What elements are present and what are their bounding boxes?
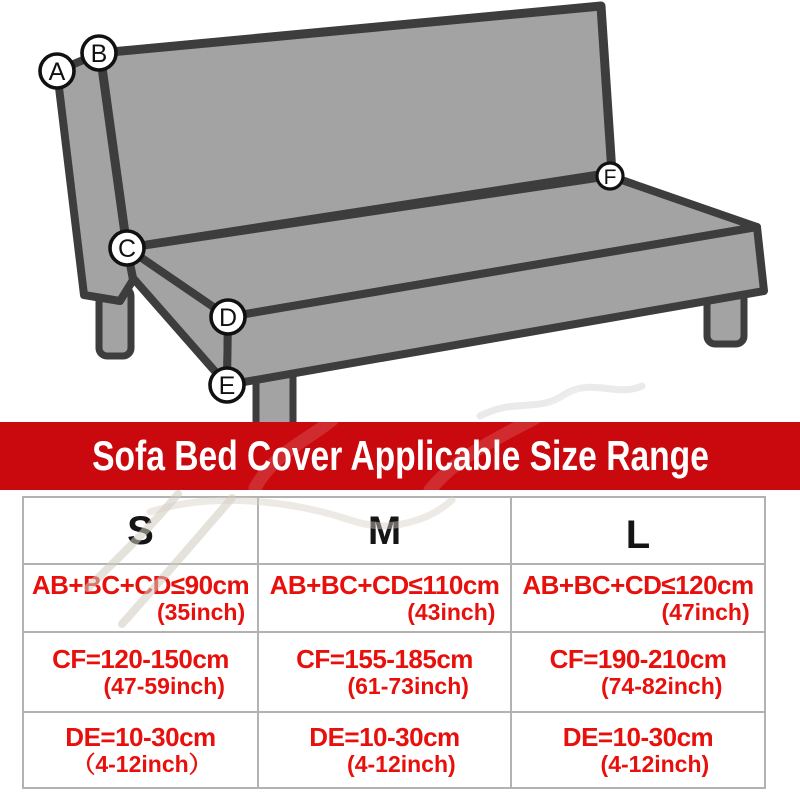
point-c: [110, 231, 144, 265]
point-b: [82, 36, 116, 70]
cell-l-cf: [511, 632, 765, 712]
value-m-cf: CF=155-185cm: [296, 643, 473, 674]
value-l-cf-inch: (74-82inch): [600, 672, 723, 699]
value-l-cf: CF=190-210cm: [549, 643, 727, 674]
value-l-abbccd-inch: (47inch): [661, 598, 750, 625]
size-label-m: M: [367, 508, 402, 553]
header-cell-s: [23, 497, 258, 564]
point-label-a: A: [48, 58, 66, 86]
cell-l-de: [511, 712, 765, 788]
value-m-de: DE=10-30cm: [309, 721, 460, 752]
value-m-abbccd: AB+BC+CD≤110cm: [269, 569, 500, 600]
value-m-cf-inch: (61-73inch): [347, 672, 469, 699]
cell-s-de: [23, 712, 258, 788]
row-ab-bc-cd: [23, 564, 765, 632]
header-cell-m: [258, 497, 511, 564]
point-e: [210, 368, 244, 402]
point-label-f: F: [603, 166, 617, 189]
cell-l-abbccd: [511, 564, 765, 632]
point-label-d: D: [218, 304, 238, 332]
point-label-b: B: [90, 40, 108, 68]
point-d: [211, 300, 245, 334]
value-s-abbccd-inch: (35inch): [156, 598, 246, 625]
cell-m-abbccd: [258, 564, 511, 632]
header-cell-l: [511, 497, 765, 564]
value-l-de: DE=10-30cm: [562, 721, 714, 752]
cell-m-cf: [258, 632, 511, 712]
value-m-abbccd-inch: (43inch): [407, 598, 496, 625]
cell-m-de: [258, 712, 511, 788]
value-s-cf: CF=120-150cm: [52, 643, 229, 674]
row-de: [23, 712, 765, 788]
value-m-de-inch: (4-12inch): [347, 750, 456, 777]
cell-s-cf: [23, 632, 258, 712]
point-label-c: C: [117, 235, 137, 263]
value-s-de: DE=10-30cm: [65, 721, 216, 752]
banner: [0, 422, 800, 490]
point-f: [597, 163, 623, 189]
value-s-cf-inch: (47-59inch): [103, 672, 225, 699]
size-label-s: S: [127, 508, 154, 553]
size-label-l: L: [625, 513, 651, 557]
row-cf: [23, 632, 765, 712]
cell-s-abbccd: [23, 564, 258, 632]
point-label-e: E: [218, 372, 236, 400]
value-l-de-inch: (4-12inch): [600, 750, 710, 777]
value-s-de-inch: （4-12inch）: [72, 750, 212, 777]
value-l-abbccd: AB+BC+CD≤120cm: [522, 569, 754, 600]
size-table-header-row: [23, 497, 765, 564]
point-a: [40, 54, 74, 88]
banner-title: Sofa Bed Cover Applicable Size Range: [91, 432, 709, 479]
value-s-abbccd: AB+BC+CD≤90cm: [31, 569, 250, 600]
size-table: [22, 496, 766, 789]
